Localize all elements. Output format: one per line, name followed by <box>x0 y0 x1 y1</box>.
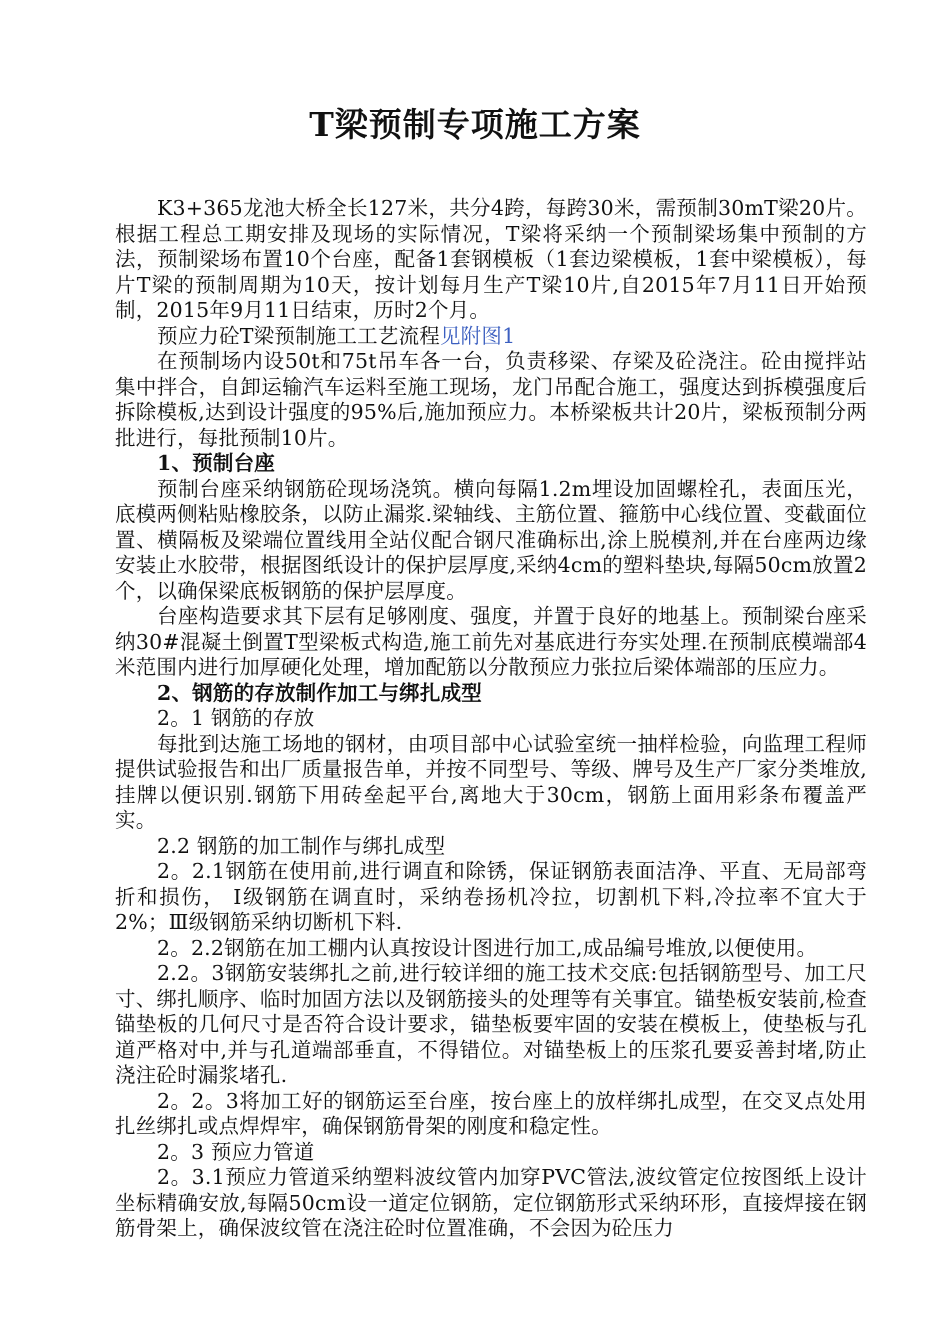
paragraph-rebar-2-2-3a: 2.2。3钢筋安装绑扎之前,进行较详细的施工技术交底:包括钢筋型号、加工尺寸、绑扎顺序、临时加固方法以及钢筋接头的处理等有关事宜。锚垫板安装前,检查锚垫板的几何尺寸是否符合设计要求，锚垫板要牢固的安装在模板上，使垫板与孔道严格对中,并与孔道端部垂直，不得错位。对锚垫板上的压浆孔要妥善封堵,防止浇注砼时漏浆堵孔. <box>115 961 867 1087</box>
paragraph-overview: K3+365龙池大桥全长127米，共分4跨，每跨30米，需预制30mT梁20片。根据工程总工期安排及现场的实际情况，T梁将采纳一个预制梁场集中预制的方法，预制梁场布置10个台座，配备1套钢模板（1套边梁模板，1套中梁模板），每片T梁的预制周期为10天，按计划每月生产T梁10片,自2015年7月11日开始预制，2015年9月11日结束，历时2个月。 <box>115 196 867 322</box>
paragraph-rebar-storage: 每批到达施工场地的钢材，由项目部中心试验室统一抽样检验，向监理工程师提供试验报告和出厂质量报告单，并按不同型号、等级、牌号及生产厂家分类堆放,挂牌以便识别.钢筋下用砖垒起平台,离地大于30cm，钢筋上面用彩条布覆盖严实。 <box>115 731 867 832</box>
subheading-2-3: 2。3 预应力管道 <box>157 1139 315 1164</box>
paragraph-prestress-duct: 2。3.1预应力管道采纳塑料波纹管内加穿PVC管法,波纹管定位按图纸上设计坐标精确安放,每隔50cm设一道定位钢筋，定位钢筋形式采纳环形，直接焊接在钢筋骨架上，确保波纹管在浇注砼时位置准确，不会因为砼压力 <box>115 1165 867 1240</box>
paragraph-site-equipment: 在预制场内设50t和75t吊车各一台，负责移梁、存梁及砼浇注。砼由搅拌站集中拌合，自卸运输汽车运料至施工现场，龙门吊配合施工，强度达到拆模强度后拆除模板,达到设计强度的95%后,施加预应力。本桥梁板共计20片，梁板预制分两批进行，每批预制10片。 <box>115 349 867 450</box>
subheading-2-1: 2。1 钢筋的存放 <box>157 706 315 730</box>
paragraph-process-flow <box>115 324 867 350</box>
section-heading-1: 1、预制台座 <box>157 451 275 475</box>
document-title: T梁预制专项施工方案 <box>309 105 641 144</box>
appendix-figure-link[interactable]: 见附图1 <box>439 323 516 348</box>
paragraph-pedestal: 预制台座采纳钢筋砼现场浇筑。横向每隔1.2m埋设加固螺栓孔，表面压光，底模两侧粘贴橡胶条，以防止漏浆.梁轴线、主筋位置、箍筋中心线位置、变截面位置、横隔板及梁端位置线用全站仪配合钢尺准确标出,涂上脱模剂,并在台座两边缘安装止水胶带，根据图纸设计的保护层厚度,采纳4cm的塑料垫块,每隔50cm放置2个，以确保梁底板钢筋的保护层厚度。 <box>115 476 867 603</box>
section-heading-2: 2、钢筋的存放制作加工与绑扎成型 <box>157 680 482 705</box>
paragraph-rebar-2-2-1: 2。2.1钢筋在使用前,进行调直和除锈，保证钢筋表面洁净、平直、无局部弯折和损伤， Ⅰ级钢筋在调直时，采纳卷扬机冷拉，切割机下料,冷拉率不宜大于2%；Ⅲ级钢筋采纳切断机下料. <box>115 859 867 934</box>
paragraph-rebar-2-2-2: 2。2.2钢筋在加工棚内认真按设计图进行加工,成品编号堆放,以便使用。 <box>157 935 818 960</box>
process-flow-text: 预应力砼T梁预制施工工艺流程 <box>157 323 440 348</box>
paragraph-pedestal-structure: 台座构造要求其下层有足够刚度、强度，并置于良好的地基上。预制梁台座采纳30#混凝土倒置T型梁板式构造,施工前先对基底进行夯实处理.在预制底模端部4米范围内进行加厚硬化处理，增加配筋以分散预应力张拉后梁体端部的压应力。 <box>115 604 867 679</box>
paragraph-rebar-2-2-3b: 2。2。3将加工好的钢筋运至台座，按台座上的放样绑扎成型，在交叉点处用扎丝绑扎或点焊焊牢，确保钢筋骨架的刚度和稳定性。 <box>115 1088 867 1138</box>
subheading-2-2: 2.2 钢筋的加工制作与绑扎成型 <box>157 833 446 858</box>
document-body <box>115 196 867 1242</box>
